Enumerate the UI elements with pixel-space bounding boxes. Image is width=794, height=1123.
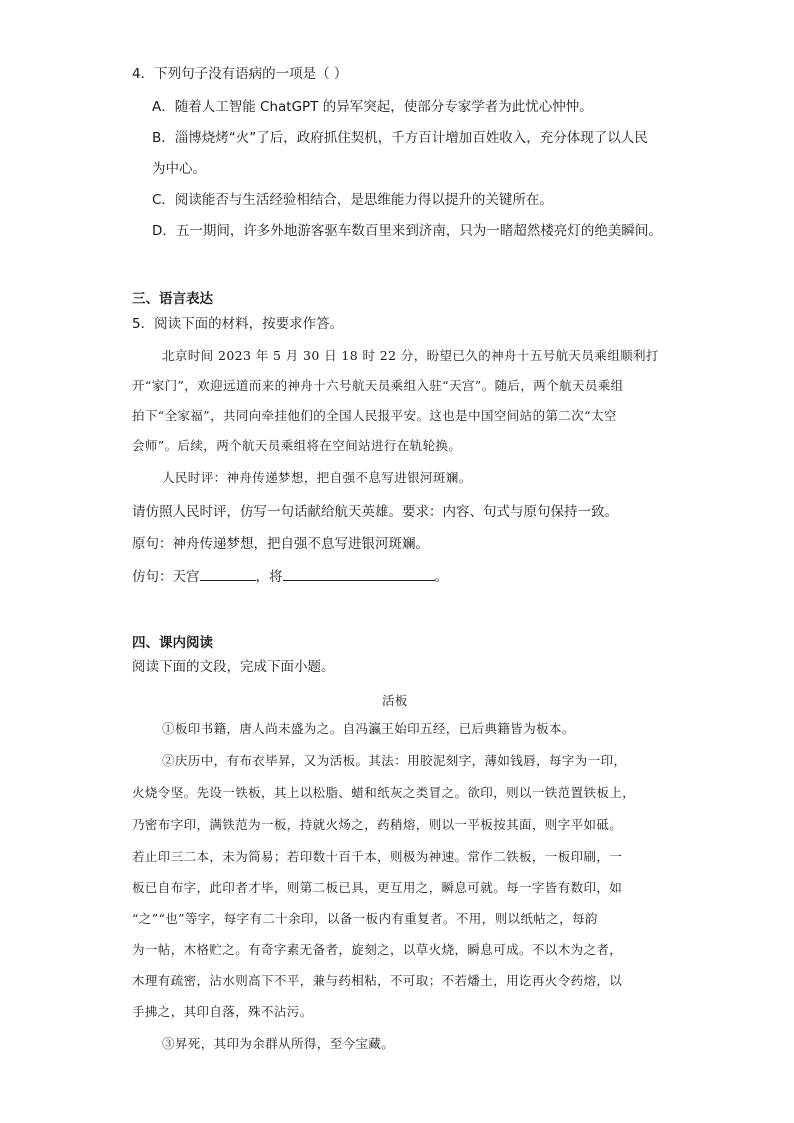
q4-option-b-line2: 为中心。 — [152, 161, 206, 177]
passage-line: ③昇死，其印为余群从所得，至今宝藏。 — [162, 1036, 395, 1051]
reading-instruction: 阅读下面的文段，完成下面小题。 — [132, 659, 335, 675]
passage-line: ①板印书籍，唐人尚未盛为之。自冯瀛王始印五经，已后典籍皆为板本。 — [162, 721, 575, 736]
passage-line: “之”“也”等字，每字有二十余印，以备一板内有重复者。不用，则以纸帖之，每韵 — [132, 911, 598, 926]
imitation-instruction: 请仿照人民时评，仿写一句话献给航天英雄。要求：内容、句式与原句保持一致。 — [132, 504, 618, 520]
passage-line: ②庆历中，有布衣毕昇，又为活板。其法：用胶泥刻字，薄如钱唇，每字为一印， — [162, 753, 627, 768]
q5-stem: 5．阅读下面的材料，按要求作答。 — [132, 316, 344, 332]
passage-line: 乃密布字印，满铁范为一板，持就火炀之，药稍熔，则以一平板按其面，则字平如砥。 — [132, 817, 623, 832]
q4-stem: 4．下列句子没有语病的一项是（ ） — [132, 66, 348, 82]
imitation-mid: ，将 — [255, 569, 283, 585]
original-sentence: 原句：神舟传递梦想，把自强不息写进银河斑斓。 — [132, 536, 429, 552]
answer-blank[interactable] — [283, 566, 435, 581]
material-line: 拍下“全家福”，共同向牵挂他们的全国人民报平安。这也是中国空间站的第二次“太空 — [132, 408, 617, 423]
passage-line: 若止印三二本，未为简易；若印数十百千本，则极为神速。常作二铁板，一板印刷，一 — [132, 849, 623, 864]
section3-heading: 三、语言表达 — [132, 291, 213, 307]
material-line: 北京时间 2023 年 5 月 30 日 18 时 22 分，盼望已久的神舟十五号航天员乘组顺利打 — [162, 348, 659, 363]
q4-option-b-line1: B．淄博烧烤“火”了后，政府抓住契机，千方百计增加百姓收入，充分体现了以人民 — [152, 130, 648, 146]
section4-heading: 四、课内阅读 — [132, 635, 213, 651]
imitation-end: 。 — [434, 569, 448, 585]
material-line: 会师”。后续，两个航天员乘组将在空间站进行在轨轮换。 — [132, 438, 462, 453]
q4-option-a: A．随着人工智能 ChatGPT 的异军突起，使部分专家学者为此忧心忡忡。 — [152, 99, 593, 115]
imitation-line — [132, 566, 448, 587]
passage-line: 板已自布字，此印者才毕，则第二板已具，更互用之，瞬息可就。每一字皆有数印，如 — [132, 880, 623, 895]
passage-line: 为一帖，木格贮之。有奇字素无备者，旋刻之，以草火烧，瞬息可成。不以木为之者， — [132, 942, 623, 957]
q4-option-d: D．五一期间，许多外地游客驱车数百里来到济南，只为一睹超然楼亮灯的绝美瞬间。 — [152, 223, 662, 239]
material-line: 开“家门”，欢迎远道而来的神舟十六号航天员乘组入驻“天宫”。随后，两个航天员乘组 — [132, 378, 624, 393]
passage-line: 木理有疏密，沾水则高下不平，兼与药相粘，不可取；不若燔土，用讫再火令药熔，以 — [132, 973, 623, 988]
passage-line: 手拂之，其印自落，殊不沾污。 — [132, 1004, 313, 1019]
imitation-prefix: 仿句：天宫 — [132, 569, 200, 585]
passage-title: 活板 — [382, 693, 408, 708]
q4-option-c: C．阅读能否与生活经验相结合，是思维能力得以提升的关键所在。 — [152, 192, 553, 208]
people-comment: 人民时评：神舟传递梦想，把自强不息写进银河斑斓。 — [162, 470, 472, 485]
passage-line: 火烧令坚。先设一铁板，其上以松脂、蜡和纸灰之类冒之。欲印，则以一铁范置铁板上， — [132, 785, 636, 800]
answer-blank[interactable] — [200, 566, 256, 581]
